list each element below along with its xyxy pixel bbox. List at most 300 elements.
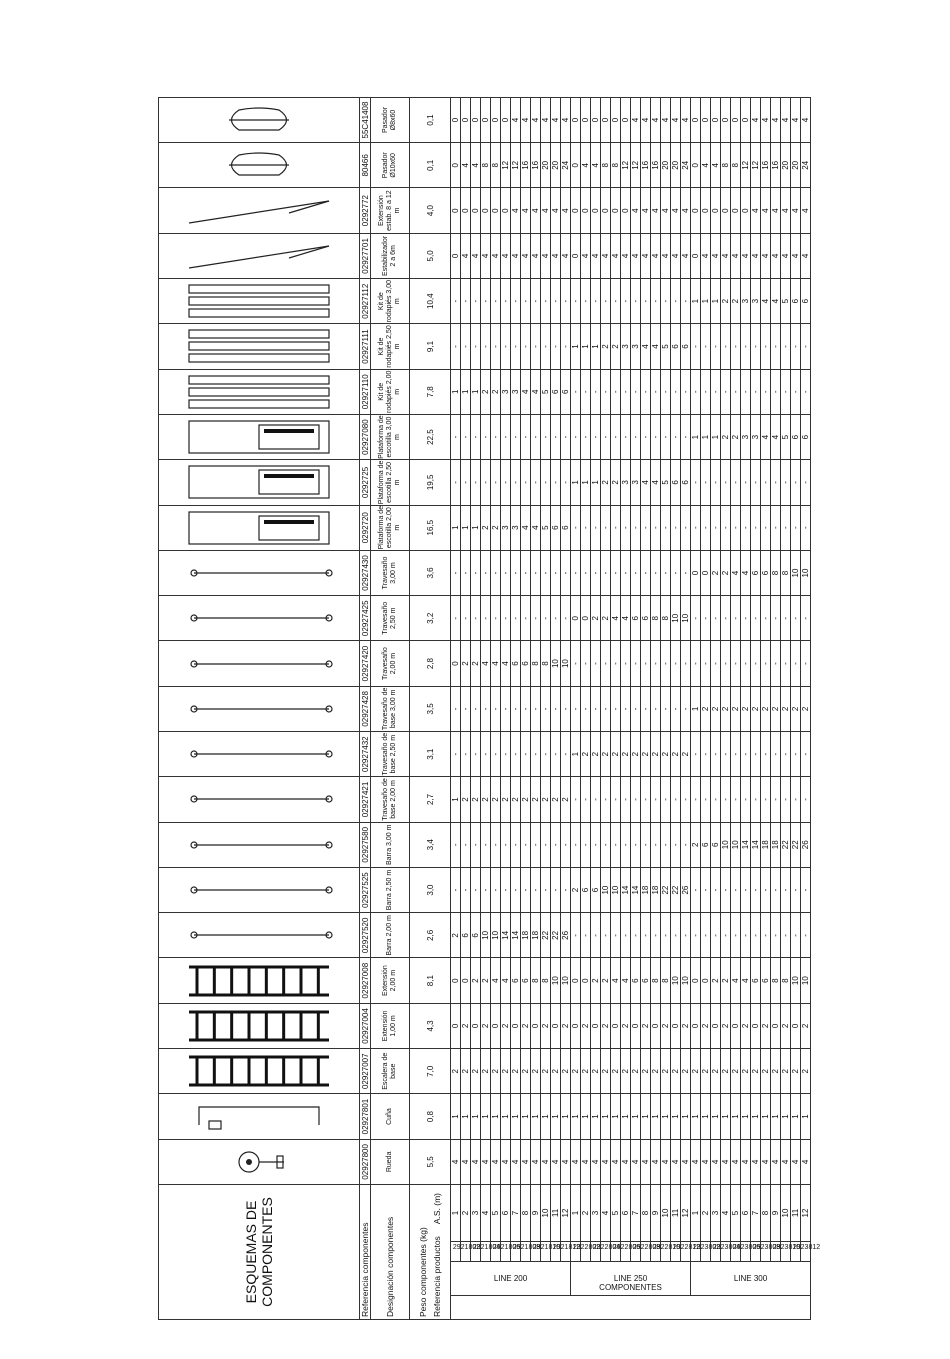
qty-cell: 4 bbox=[641, 97, 651, 142]
qty-cell: - bbox=[531, 732, 541, 777]
qty-cell: 10 bbox=[681, 958, 691, 1003]
qty-cell: 0 bbox=[741, 188, 751, 233]
qty-cell: - bbox=[551, 686, 561, 731]
platform-icon bbox=[169, 460, 349, 504]
qty-cell: 4 bbox=[641, 233, 651, 278]
qty-cell: - bbox=[791, 460, 801, 505]
qty-cell: - bbox=[631, 686, 641, 731]
qty-cell: - bbox=[521, 460, 531, 505]
qty-cell: 6 bbox=[681, 324, 691, 369]
qty-cell: 22 bbox=[551, 913, 561, 958]
qty-cell: - bbox=[571, 550, 581, 595]
qty-cell: - bbox=[661, 279, 671, 324]
stabilizer-extension-icon bbox=[169, 188, 349, 232]
as-height: 12 bbox=[561, 1184, 571, 1241]
qty-cell: - bbox=[711, 867, 721, 912]
qty-cell: - bbox=[681, 913, 691, 958]
qty-cell: - bbox=[791, 777, 801, 822]
table-row bbox=[751, 97, 761, 1319]
qty-cell: - bbox=[801, 369, 811, 414]
qty-cell: 0 bbox=[701, 958, 711, 1003]
qty-cell: 8 bbox=[781, 550, 791, 595]
qty-cell: 0 bbox=[591, 97, 601, 142]
qty-cell: - bbox=[491, 686, 501, 731]
qty-cell: 4 bbox=[701, 1139, 711, 1184]
qty-cell: - bbox=[651, 686, 661, 731]
qty-cell: 4 bbox=[661, 1139, 671, 1184]
qty-cell: 3 bbox=[511, 505, 521, 550]
qty-cell: - bbox=[601, 414, 611, 459]
qty-cell: 8 bbox=[601, 143, 611, 188]
qty-cell: 0 bbox=[721, 188, 731, 233]
qty-cell: 4 bbox=[561, 97, 571, 142]
qty-cell: - bbox=[771, 460, 781, 505]
qty-cell: 4 bbox=[671, 188, 681, 233]
qty-cell: - bbox=[781, 505, 791, 550]
component-weight: 2,6 bbox=[410, 913, 451, 958]
qty-cell: - bbox=[701, 369, 711, 414]
component-name: Extensión 2,00 m bbox=[371, 958, 410, 1003]
component-name: Kit de rodapiés 3,00 m bbox=[371, 279, 410, 324]
table-row bbox=[671, 97, 681, 1319]
qty-cell: - bbox=[701, 913, 711, 958]
platform-icon bbox=[169, 415, 349, 459]
qty-cell: 2 bbox=[611, 460, 621, 505]
qty-cell: - bbox=[491, 867, 501, 912]
qty-cell: - bbox=[541, 279, 551, 324]
qty-cell: 0 bbox=[581, 97, 591, 142]
qty-cell: - bbox=[681, 777, 691, 822]
component-ref: 02927800 bbox=[360, 1139, 371, 1184]
component-drawing bbox=[159, 596, 360, 641]
qty-cell: 2 bbox=[631, 1049, 641, 1094]
product-ref bbox=[572, 1242, 601, 1262]
table-row bbox=[501, 97, 511, 1319]
component-ref: 02927525 bbox=[360, 867, 371, 912]
table-row bbox=[521, 97, 531, 1319]
component-weight: 0,1 bbox=[410, 143, 451, 188]
weight-label bbox=[410, 1184, 451, 1319]
qty-cell: 0 bbox=[691, 143, 701, 188]
qty-cell: - bbox=[721, 867, 731, 912]
qty-cell: - bbox=[691, 369, 701, 414]
qty-cell: 0 bbox=[491, 97, 501, 142]
qty-cell: 0 bbox=[451, 1003, 461, 1048]
qty-cell: 0 bbox=[611, 97, 621, 142]
qty-cell: 2 bbox=[471, 777, 481, 822]
qty-cell: - bbox=[511, 460, 521, 505]
qty-cell: - bbox=[751, 505, 761, 550]
qty-cell: - bbox=[581, 777, 591, 822]
qty-cell: 4 bbox=[621, 1139, 631, 1184]
qty-cell: - bbox=[781, 913, 791, 958]
qty-cell: - bbox=[591, 777, 601, 822]
qty-cell: - bbox=[731, 867, 741, 912]
qty-cell: 6 bbox=[801, 279, 811, 324]
qty-cell: 16 bbox=[761, 143, 771, 188]
qty-cell: - bbox=[551, 460, 561, 505]
qty-cell: 8 bbox=[651, 958, 661, 1003]
qty-cell: - bbox=[801, 777, 811, 822]
table-row bbox=[641, 97, 651, 1319]
qty-cell: 4 bbox=[761, 188, 771, 233]
designation-label: Designación componentes bbox=[371, 1184, 410, 1319]
qty-cell: 0 bbox=[731, 188, 741, 233]
qty-cell: - bbox=[611, 414, 621, 459]
qty-cell: 4 bbox=[681, 188, 691, 233]
qty-cell: 3 bbox=[741, 279, 751, 324]
qty-cell: - bbox=[491, 596, 501, 641]
qty-cell: 5 bbox=[661, 324, 671, 369]
qty-cell: 2 bbox=[461, 641, 471, 686]
component-weight: 2,8 bbox=[410, 641, 451, 686]
qty-cell: 0 bbox=[471, 188, 481, 233]
qty-cell: - bbox=[741, 641, 751, 686]
qty-cell: 4 bbox=[551, 188, 561, 233]
qty-cell: 2 bbox=[611, 732, 621, 777]
qty-cell: - bbox=[681, 822, 691, 867]
qty-cell: - bbox=[711, 913, 721, 958]
qty-cell: - bbox=[731, 324, 741, 369]
qty-cell: 4 bbox=[601, 233, 611, 278]
qty-cell: 4 bbox=[801, 1139, 811, 1184]
qty-cell: - bbox=[491, 279, 501, 324]
qty-cell: 4 bbox=[781, 188, 791, 233]
platform-icon bbox=[169, 506, 349, 550]
component-name: Rueda bbox=[371, 1139, 410, 1184]
component-drawing bbox=[159, 958, 360, 1003]
qty-cell: 1 bbox=[491, 1094, 501, 1139]
qty-cell: 3 bbox=[741, 414, 751, 459]
qty-cell: - bbox=[781, 596, 791, 641]
qty-cell: - bbox=[751, 460, 761, 505]
qty-cell: 6 bbox=[461, 913, 471, 958]
qty-cell: 1 bbox=[461, 369, 471, 414]
weight-label-text: Peso componentes (kg) bbox=[418, 1227, 428, 1317]
qty-cell: - bbox=[681, 279, 691, 324]
qty-cell: - bbox=[631, 822, 641, 867]
qty-cell: - bbox=[451, 324, 461, 369]
qty-cell: 8 bbox=[481, 143, 491, 188]
toeboard-kit-icon bbox=[169, 370, 349, 414]
component-ref: 0292720 bbox=[360, 505, 371, 550]
qty-cell: 4 bbox=[551, 97, 561, 142]
qty-cell: 2 bbox=[641, 732, 651, 777]
qty-cell: 0 bbox=[711, 1003, 721, 1048]
qty-cell: - bbox=[781, 867, 791, 912]
qty-cell: 1 bbox=[671, 1094, 681, 1139]
qty-cell: 2 bbox=[471, 641, 481, 686]
qty-cell: - bbox=[451, 279, 461, 324]
qty-cell: - bbox=[521, 550, 531, 595]
component-weight: 4,3 bbox=[410, 1003, 451, 1048]
qty-cell: 1 bbox=[731, 1094, 741, 1139]
qty-cell: 1 bbox=[481, 1094, 491, 1139]
qty-cell: - bbox=[691, 732, 701, 777]
qty-cell: - bbox=[531, 596, 541, 641]
qty-cell: 0 bbox=[481, 97, 491, 142]
qty-cell: 2 bbox=[721, 1003, 731, 1048]
qty-cell: 2 bbox=[651, 1049, 661, 1094]
qty-cell: 4 bbox=[531, 188, 541, 233]
qty-cell: - bbox=[771, 505, 781, 550]
qty-cell: 1 bbox=[451, 777, 461, 822]
qty-cell: - bbox=[761, 596, 771, 641]
qty-cell: - bbox=[611, 279, 621, 324]
qty-cell: 10 bbox=[611, 867, 621, 912]
icon-row bbox=[159, 97, 360, 1319]
as-height: 6 bbox=[621, 1184, 631, 1241]
qty-cell: - bbox=[601, 505, 611, 550]
qty-cell: - bbox=[481, 596, 491, 641]
qty-cell: 2 bbox=[641, 1003, 651, 1048]
product-ref-text: 2922806 bbox=[612, 1243, 641, 1251]
qty-cell: 12 bbox=[751, 143, 761, 188]
ladder-extension-icon bbox=[169, 1004, 349, 1048]
qty-cell: - bbox=[541, 822, 551, 867]
qty-cell: 18 bbox=[531, 913, 541, 958]
qty-cell: - bbox=[591, 414, 601, 459]
component-weight: 7,8 bbox=[410, 369, 451, 414]
qty-cell: - bbox=[571, 505, 581, 550]
component-weight: 3,1 bbox=[410, 732, 451, 777]
qty-cell: - bbox=[501, 414, 511, 459]
crossbar-icon bbox=[169, 641, 349, 685]
component-weight: 0,8 bbox=[410, 1094, 451, 1139]
component-ref: 02927520 bbox=[360, 913, 371, 958]
qty-cell: - bbox=[551, 867, 561, 912]
qty-cell: - bbox=[721, 460, 731, 505]
qty-cell: - bbox=[541, 596, 551, 641]
qty-cell: 4 bbox=[591, 233, 601, 278]
qty-cell: - bbox=[561, 414, 571, 459]
qty-cell: - bbox=[511, 732, 521, 777]
qty-cell: - bbox=[711, 777, 721, 822]
qty-cell: 0 bbox=[701, 97, 711, 142]
qty-cell: 2 bbox=[601, 958, 611, 1003]
qty-cell: - bbox=[631, 369, 641, 414]
qty-cell: - bbox=[501, 279, 511, 324]
qty-cell: 20 bbox=[551, 143, 561, 188]
qty-cell: - bbox=[561, 732, 571, 777]
qty-cell: - bbox=[541, 460, 551, 505]
component-drawing bbox=[159, 550, 360, 595]
as-height: 12 bbox=[801, 1184, 811, 1241]
qty-cell: 2 bbox=[801, 686, 811, 731]
qty-cell: 3 bbox=[631, 324, 641, 369]
qty-cell: 22 bbox=[671, 867, 681, 912]
qty-cell: - bbox=[621, 913, 631, 958]
qty-cell: 10 bbox=[791, 958, 801, 1003]
qty-cell: - bbox=[731, 460, 741, 505]
component-drawing bbox=[159, 777, 360, 822]
qty-cell: 2 bbox=[591, 958, 601, 1003]
qty-cell: 0 bbox=[751, 1003, 761, 1048]
qty-cell: 2 bbox=[481, 1049, 491, 1094]
qty-cell: - bbox=[561, 279, 571, 324]
qty-cell: 10 bbox=[601, 867, 611, 912]
qty-cell: 4 bbox=[521, 505, 531, 550]
qty-cell: 2 bbox=[591, 596, 601, 641]
qty-cell: - bbox=[581, 369, 591, 414]
qty-cell: 2 bbox=[491, 505, 501, 550]
qty-cell: 2 bbox=[751, 1049, 761, 1094]
qty-cell: 4 bbox=[531, 1139, 541, 1184]
crossbar-icon bbox=[169, 732, 349, 776]
qty-cell: 2 bbox=[741, 686, 751, 731]
qty-cell: - bbox=[681, 414, 691, 459]
qty-cell: 0 bbox=[511, 1003, 521, 1048]
qty-cell: 10 bbox=[681, 596, 691, 641]
table-row bbox=[541, 97, 551, 1319]
qty-cell: 2 bbox=[461, 777, 471, 822]
qty-cell: 0 bbox=[451, 958, 461, 1003]
qty-cell: 2 bbox=[541, 777, 551, 822]
qty-cell: 10 bbox=[721, 822, 731, 867]
component-name: Escalera de base bbox=[371, 1049, 410, 1094]
crossbar-icon bbox=[169, 687, 349, 731]
qty-cell: 4 bbox=[581, 233, 591, 278]
component-weight: 0,1 bbox=[410, 97, 451, 142]
qty-cell: 2 bbox=[571, 1049, 581, 1094]
qty-cell: - bbox=[511, 279, 521, 324]
qty-cell: - bbox=[791, 369, 801, 414]
as-height: 2 bbox=[701, 1184, 711, 1241]
qty-cell: 4 bbox=[751, 1139, 761, 1184]
qty-cell: 0 bbox=[651, 1003, 661, 1048]
qty-cell: 2 bbox=[611, 324, 621, 369]
qty-cell: 4 bbox=[631, 1139, 641, 1184]
qty-cell: 10 bbox=[561, 958, 571, 1003]
product-ref bbox=[612, 1242, 641, 1262]
qty-cell: - bbox=[461, 867, 471, 912]
qty-cell: - bbox=[701, 505, 711, 550]
qty-cell: - bbox=[601, 913, 611, 958]
qty-cell: 2 bbox=[781, 1049, 791, 1094]
qty-cell: 22 bbox=[791, 822, 801, 867]
qty-cell: 0 bbox=[591, 1003, 601, 1048]
qty-cell: - bbox=[471, 550, 481, 595]
component-weight: 3,4 bbox=[410, 822, 451, 867]
component-name: Travesaño 3,00 m bbox=[371, 550, 410, 595]
qty-cell: - bbox=[451, 596, 461, 641]
qty-cell: - bbox=[501, 822, 511, 867]
qty-cell: 14 bbox=[621, 867, 631, 912]
product-ref bbox=[452, 1242, 481, 1262]
product-ref-text: 2921804 bbox=[472, 1243, 501, 1251]
product-ref-text: 2922804 bbox=[592, 1243, 621, 1251]
qty-cell: - bbox=[501, 550, 511, 595]
product-ref-text: 2921806 bbox=[492, 1243, 521, 1251]
component-drawing bbox=[159, 913, 360, 958]
qty-cell: 2 bbox=[501, 777, 511, 822]
as-label-text: A.S. (m) bbox=[432, 1192, 442, 1225]
qty-cell: - bbox=[511, 822, 521, 867]
line-label: LINE 300 bbox=[733, 1273, 768, 1283]
qty-cell: 1 bbox=[701, 1094, 711, 1139]
qty-cell: - bbox=[611, 369, 621, 414]
component-name: Travesaño de base 2,00 m bbox=[371, 777, 410, 822]
qty-cell: 6 bbox=[641, 958, 651, 1003]
qty-cell: 4 bbox=[581, 1139, 591, 1184]
qty-cell: 4 bbox=[641, 460, 651, 505]
qty-cell: - bbox=[791, 505, 801, 550]
qty-cell: - bbox=[591, 641, 601, 686]
qty-cell: 1 bbox=[451, 369, 461, 414]
qty-cell: - bbox=[471, 460, 481, 505]
component-ref: 02927112 bbox=[360, 279, 371, 324]
qty-cell: - bbox=[451, 686, 461, 731]
qty-cell: - bbox=[671, 414, 681, 459]
componentes-label: COMPONENTES bbox=[599, 1283, 662, 1293]
qty-cell: 5 bbox=[541, 369, 551, 414]
qty-cell: - bbox=[721, 369, 731, 414]
qty-cell: - bbox=[491, 414, 501, 459]
component-ref: 02927701 bbox=[360, 233, 371, 278]
qty-cell: 18 bbox=[651, 867, 661, 912]
qty-cell: - bbox=[751, 913, 761, 958]
table-row bbox=[781, 97, 791, 1319]
component-weight: 3,5 bbox=[410, 686, 451, 731]
qty-cell: 1 bbox=[471, 369, 481, 414]
qty-cell: 0 bbox=[691, 233, 701, 278]
qty-cell: 5 bbox=[541, 505, 551, 550]
qty-cell: 4 bbox=[681, 233, 691, 278]
qty-cell: 16 bbox=[521, 143, 531, 188]
qty-cell: 4 bbox=[611, 596, 621, 641]
weight-row bbox=[410, 97, 451, 1319]
qty-cell: 2 bbox=[791, 686, 801, 731]
qty-cell: - bbox=[711, 732, 721, 777]
qty-cell: 2 bbox=[701, 1003, 711, 1048]
as-height: 4 bbox=[601, 1184, 611, 1241]
component-ref: 02927425 bbox=[360, 596, 371, 641]
qty-cell: - bbox=[541, 867, 551, 912]
qty-cell: 4 bbox=[681, 1139, 691, 1184]
qty-cell: - bbox=[771, 324, 781, 369]
qty-cell: - bbox=[751, 777, 761, 822]
qty-cell: 0 bbox=[451, 143, 461, 188]
qty-cell: - bbox=[651, 414, 661, 459]
qty-cell: - bbox=[621, 777, 631, 822]
qty-cell: 1 bbox=[581, 324, 591, 369]
qty-cell: - bbox=[771, 641, 781, 686]
component-weight: 2,7 bbox=[410, 777, 451, 822]
qty-cell: 4 bbox=[771, 279, 781, 324]
qty-cell: - bbox=[691, 505, 701, 550]
component-name: Extensión 1,00 m bbox=[371, 1003, 410, 1048]
qty-cell: 0 bbox=[701, 188, 711, 233]
qty-cell: - bbox=[751, 641, 761, 686]
qty-cell: 4 bbox=[621, 958, 631, 1003]
qty-cell: 4 bbox=[461, 143, 471, 188]
qty-cell: 4 bbox=[701, 233, 711, 278]
qty-cell: - bbox=[671, 641, 681, 686]
line-label: LINE 250 bbox=[613, 1273, 648, 1283]
as-height: 11 bbox=[551, 1184, 561, 1241]
qty-cell: 4 bbox=[781, 1139, 791, 1184]
qty-cell: - bbox=[581, 550, 591, 595]
qty-cell: 0 bbox=[471, 1003, 481, 1048]
brace-icon bbox=[169, 823, 349, 867]
qty-cell: 2 bbox=[681, 1003, 691, 1048]
qty-cell: 8 bbox=[531, 958, 541, 1003]
qty-cell: 4 bbox=[601, 1139, 611, 1184]
qty-cell: 2 bbox=[601, 732, 611, 777]
qty-cell: 1 bbox=[691, 414, 701, 459]
qty-cell: - bbox=[731, 913, 741, 958]
qty-cell: 1 bbox=[621, 1094, 631, 1139]
